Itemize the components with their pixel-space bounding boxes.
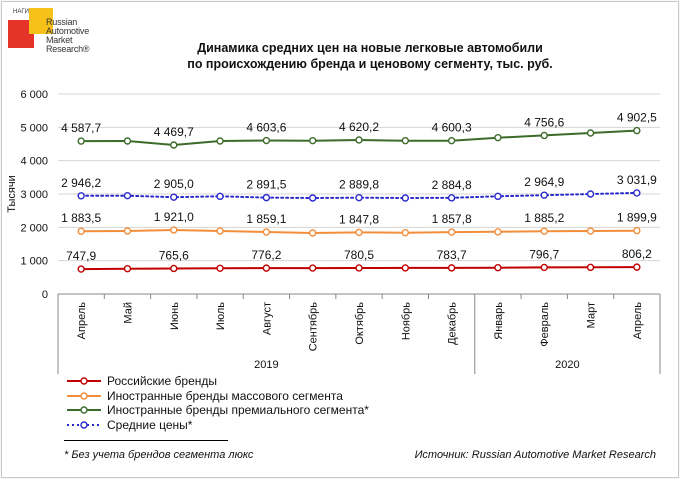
legend-swatch-marker [81,378,87,384]
y-tick-label: 2 000 [20,222,48,235]
legend-label: Средние цены* [107,417,193,432]
data-point [310,195,316,201]
data-point [263,265,269,271]
data-point [124,193,130,199]
data-point [634,264,640,270]
data-label: 4 600,3 [431,120,472,135]
data-label: 2 905,0 [153,177,194,192]
data-label: 1 899,9 [616,210,657,225]
data-label: 2 964,9 [524,175,565,190]
data-point [78,228,84,234]
legend-item [66,374,369,388]
data-point [124,138,130,144]
data-point [541,264,547,270]
data-point [541,132,547,138]
footnote-rule [64,440,228,441]
data-point [634,190,640,196]
data-point [171,227,177,233]
legend-swatch-marker [81,407,87,413]
data-point [588,228,594,234]
data-point [449,138,455,144]
data-label: 776,2 [251,248,282,263]
data-point [217,138,223,144]
logo-small-text: НАГИ [13,9,29,15]
data-point [171,142,177,148]
data-point [356,229,362,235]
legend-swatch-marker [81,393,87,399]
data-point [217,193,223,199]
data-label: 1 859,1 [246,212,287,227]
year-label: 2019 [254,359,279,371]
data-label: 2 891,5 [246,177,287,192]
data-point [495,229,501,235]
data-label: 806,2 [621,247,652,262]
data-label: 1 847,8 [338,212,380,227]
chart-title-line-1: Динамика средних цен на новые легковые автомобили [197,41,543,55]
x-category-label: Январь [492,302,505,340]
legend-swatch [66,376,102,386]
x-category-label: Июнь [168,302,181,330]
data-point [449,229,455,235]
data-point [310,138,316,144]
data-point [402,265,408,271]
x-category-label: Ноябрь [400,302,413,341]
data-label: 4 620,2 [338,119,380,134]
data-point [171,265,177,271]
data-point [263,138,269,144]
data-point [541,228,547,234]
y-tick-label: 4 000 [20,155,48,168]
data-label: 4 603,6 [246,120,287,135]
data-label: 1 883,5 [61,211,102,226]
x-category-label: Февраль [539,302,552,347]
y-tick-label: 6 000 [20,89,48,101]
x-category-label: Сентябрь [307,302,320,352]
data-label: 747,9 [66,249,97,264]
data-point [356,195,362,201]
legend-swatch-marker [81,422,87,428]
x-category-label: Июль [215,302,228,331]
x-category-label: Апрель [631,302,644,340]
data-point [402,195,408,201]
x-category-label: Декабрь [446,302,459,345]
y-tick-label: 0 [41,289,48,301]
legend-item [66,418,369,432]
data-point [124,228,130,234]
data-label: 796,7 [529,247,560,262]
data-point [495,265,501,271]
data-label: 765,6 [158,248,189,263]
data-point [356,137,362,143]
legend-label: Иностранные бренды премиального сегмента* [107,403,369,417]
data-point [449,265,455,271]
data-label: 1 857,8 [431,212,472,227]
data-point [310,265,316,271]
data-point [402,230,408,236]
x-category-label: Май [122,302,135,324]
data-point [402,138,408,144]
data-point [217,228,223,234]
data-point [588,264,594,270]
data-point [588,130,594,136]
data-point [449,195,455,201]
data-label: 4 756,6 [524,115,565,130]
data-point [495,135,501,141]
chart-legend [66,374,369,432]
legend-swatch [66,405,102,415]
data-label: 4 469,7 [153,125,194,140]
data-point [124,266,130,272]
data-point [541,192,547,198]
x-category-label: Март [585,302,598,329]
data-point [356,265,362,271]
logo-brand-text: Russian Automotive Market Research® [46,17,90,54]
data-point [263,229,269,235]
data-label: 2 889,8 [338,177,380,192]
data-label: 2 884,8 [431,177,472,192]
x-category-label: Август [261,302,274,336]
source-note: Источник: Russian Automotive Market Research [414,449,656,461]
data-label: 3 031,9 [616,172,657,187]
data-point [634,128,640,134]
data-point [634,228,640,234]
data-point [78,138,84,144]
data-point [263,195,269,201]
legend-label: Иностранные бренды массового сегмента [107,388,343,403]
data-label: 783,7 [436,247,467,262]
data-label: 1 921,0 [153,209,194,224]
year-label: 2020 [555,359,580,371]
legend-swatch [66,391,102,401]
data-point [495,193,501,199]
data-label: 780,5 [343,247,375,262]
legend-item [66,403,369,417]
legend-swatch [66,420,102,430]
x-category-label: Октябрь [354,302,366,345]
data-label: 4 587,7 [61,121,102,136]
data-point [588,191,594,197]
y-axis-label: Тысячи [6,175,18,213]
data-point [78,266,84,272]
data-label: 4 902,5 [616,110,657,125]
data-point [171,194,177,200]
legend-label: Российские бренды [107,374,217,388]
y-tick-label: 5 000 [20,122,48,135]
data-label: 2 946,2 [61,175,102,190]
data-point [217,265,223,271]
data-point [310,230,316,236]
y-tick-label: 3 000 [20,189,48,201]
data-label: 1 885,2 [524,211,565,226]
chart-title-line-2: по происхождению бренда и ценовому сегменту, тыс. руб. [187,57,553,71]
x-category-label: Апрель [76,302,89,340]
data-point [78,193,84,199]
y-tick-label: 1 000 [20,255,48,268]
footnote: * Без учета брендов сегмента люкс [64,449,254,461]
legend-item [66,389,369,403]
